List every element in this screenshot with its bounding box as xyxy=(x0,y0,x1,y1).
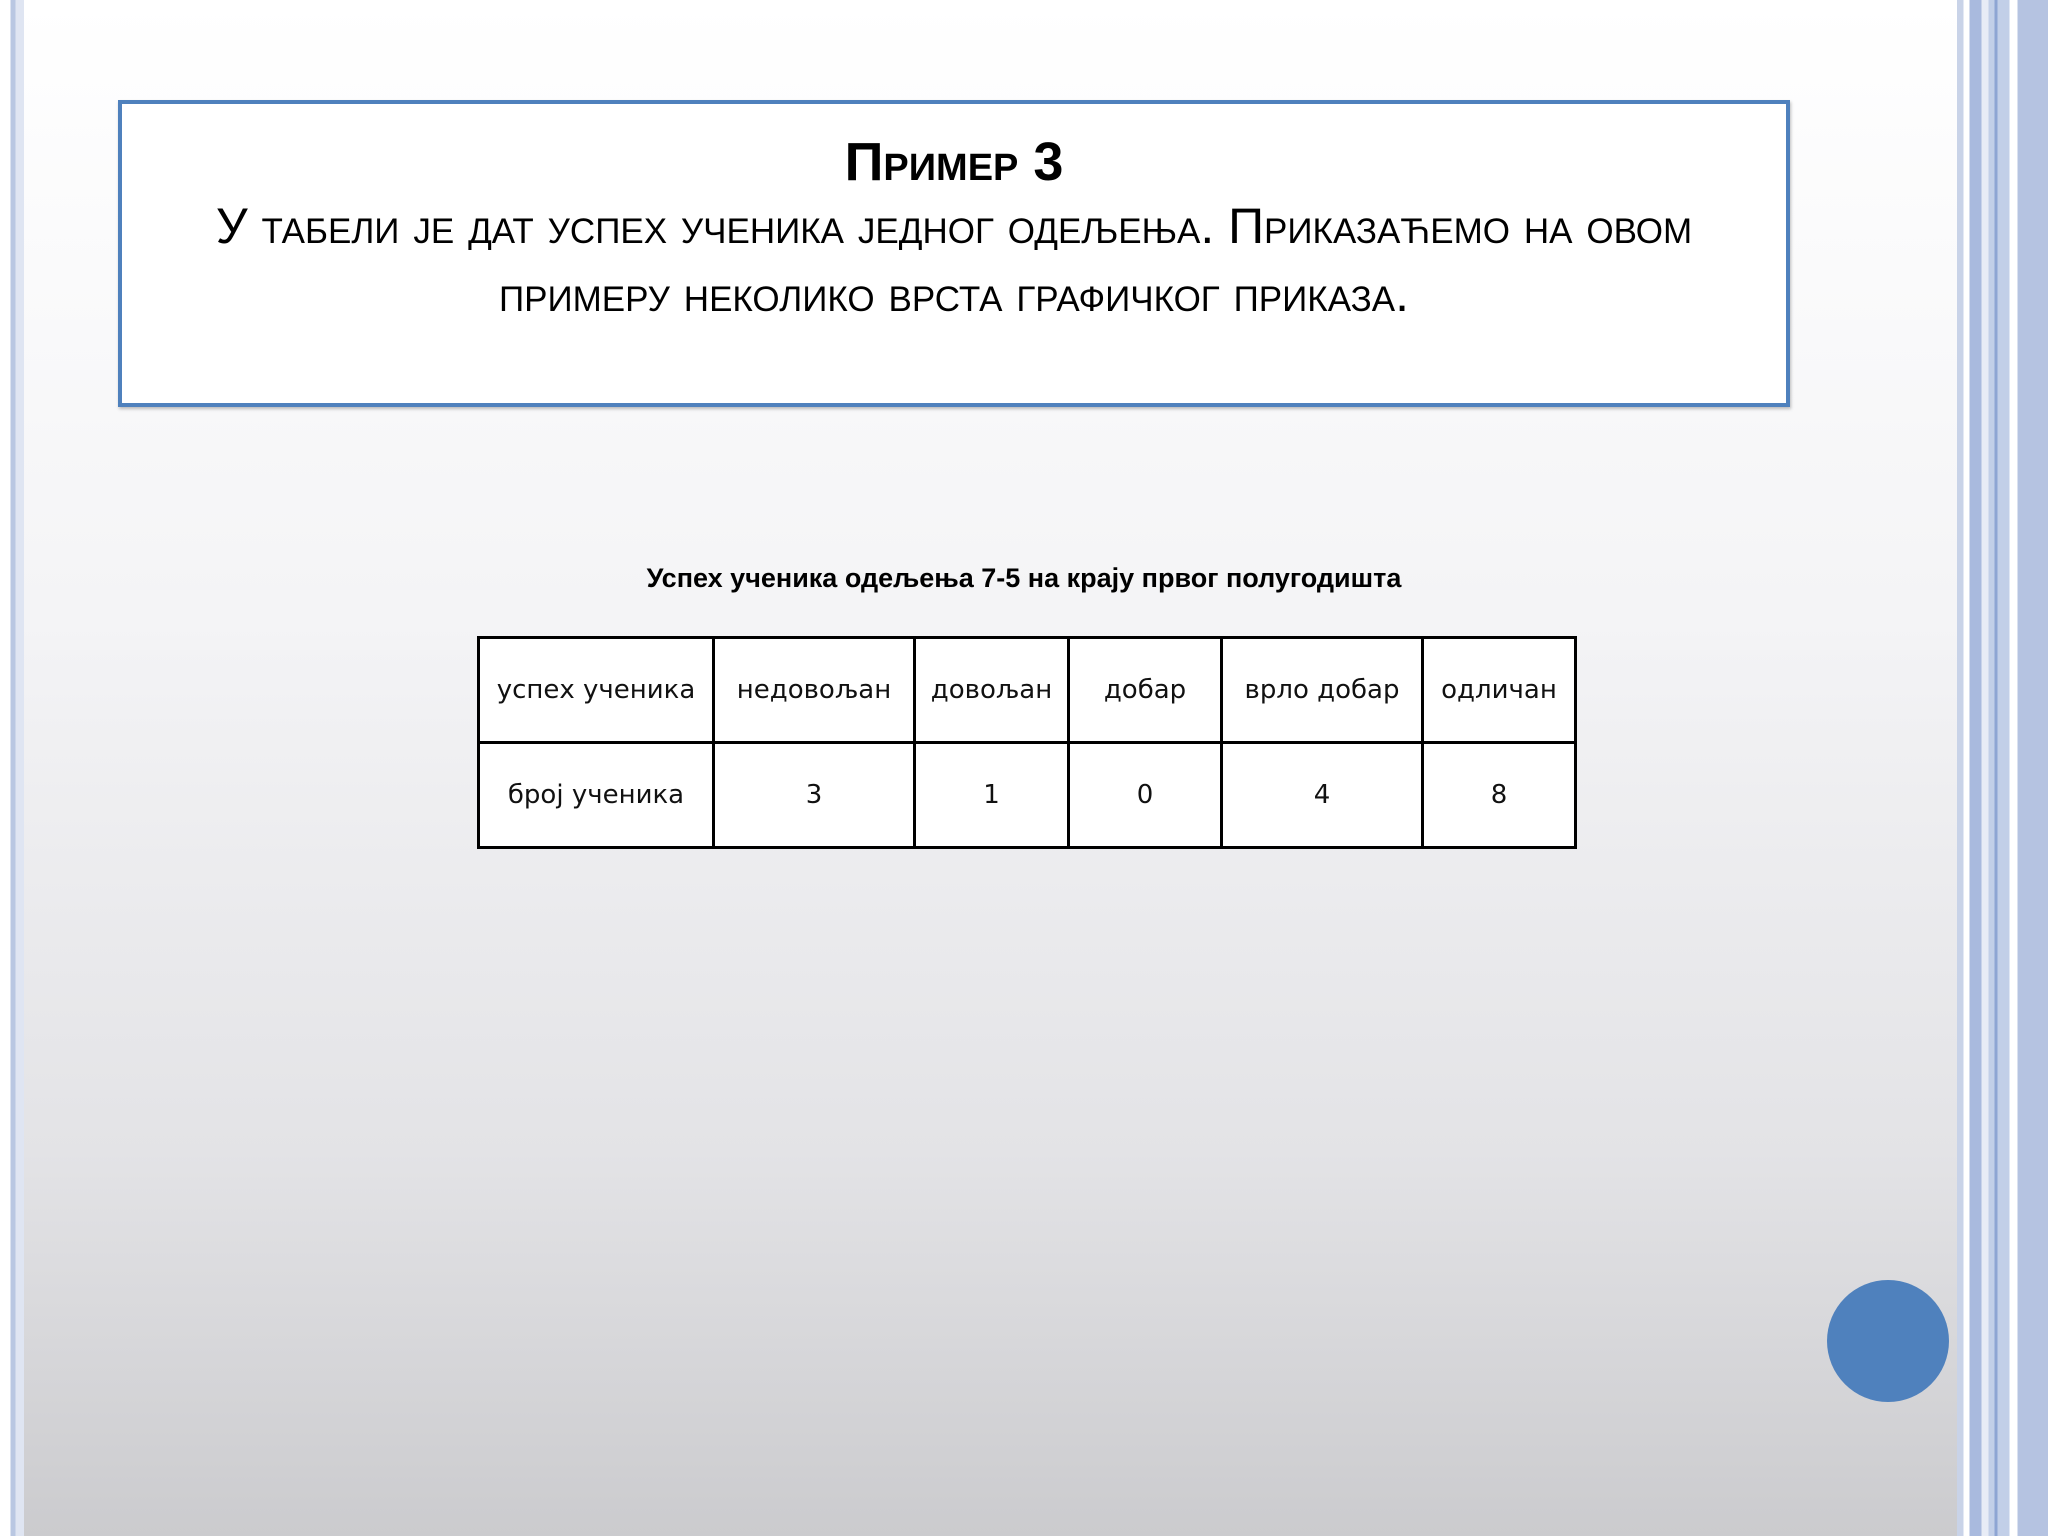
table-cell: 0 xyxy=(1069,743,1222,848)
right-decorative-band xyxy=(1957,0,2048,1536)
grades-table xyxy=(477,636,1577,849)
table-cell: врло добар xyxy=(1222,638,1423,743)
decorative-circle xyxy=(1827,1280,1949,1402)
table-cell: број ученика xyxy=(479,743,714,848)
table-row-header xyxy=(479,638,1576,743)
slide-heading: Пример 3 xyxy=(844,132,1064,192)
table-cell: недовољан xyxy=(714,638,915,743)
slide-body-text: У табели је дат успех ученика једног одељења. Приказаћемо на овом примеру неколико врста графичког приказа. xyxy=(215,198,1693,322)
table-cell: 4 xyxy=(1222,743,1423,848)
table-cell: 1 xyxy=(915,743,1069,848)
title-box xyxy=(118,100,1790,407)
table-cell: добар xyxy=(1069,638,1222,743)
table-cell: довољан xyxy=(915,638,1069,743)
table-caption: Успех ученика одељења 7-5 на крају првог полугодишта xyxy=(646,563,1402,593)
table-cell: 3 xyxy=(714,743,915,848)
table-cell: 8 xyxy=(1423,743,1576,848)
left-decorative-stripe xyxy=(0,0,24,1536)
table-cell: одличан xyxy=(1423,638,1576,743)
table-row-counts xyxy=(479,743,1576,848)
table-cell: успех ученика xyxy=(479,638,714,743)
